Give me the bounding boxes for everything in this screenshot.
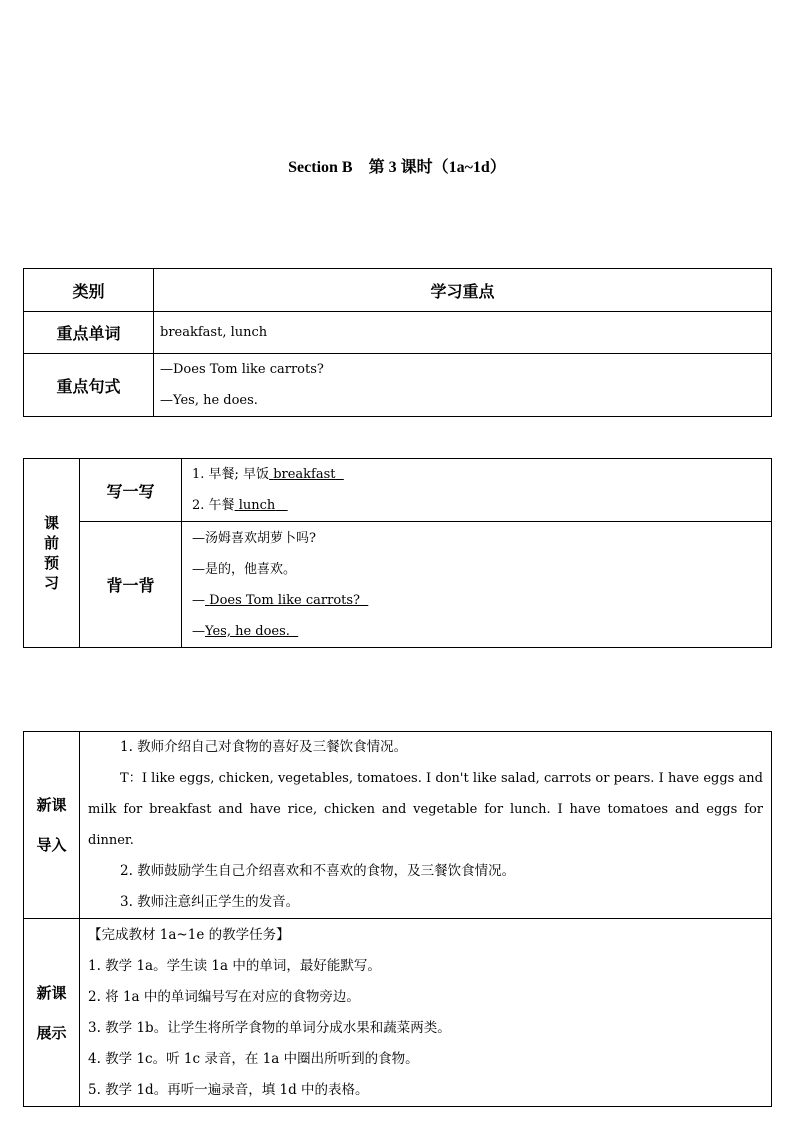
label-line: 展示 (36, 1023, 67, 1042)
list-item: 3. 教学 1b。让学生将所学食物的单词分成水果和蔬菜两类。 (88, 1019, 451, 1036)
paragraph: 1. 教师介绍自己对食物的喜好及三餐饮食情况。 (120, 739, 408, 755)
recite-line (192, 585, 771, 616)
item-prompt: 2. 午餐 (192, 498, 235, 513)
intro-label (24, 732, 80, 919)
vertical-label: 课前预习 (44, 514, 60, 592)
answer-blank (235, 498, 288, 513)
table-row (24, 459, 772, 522)
stacked-label (24, 785, 79, 865)
recite-line: —是的，他喜欢。 (192, 561, 297, 577)
recite-label: 背一背 (80, 522, 182, 648)
key-sentences-value (154, 354, 772, 417)
key-points-header: 学习重点 (154, 269, 772, 312)
list-item: 4. 教学 1c。听 1c 录音，在 1a 中圈出所听到的食物。 (88, 1050, 419, 1067)
sentence-line: —Yes, he does. (160, 393, 258, 408)
preview-section-label (24, 459, 80, 648)
table-row (24, 312, 772, 354)
answer-blank (269, 467, 344, 482)
table-row (24, 919, 772, 1107)
key-words-label: 重点单词 (24, 312, 154, 354)
list-item: 2. 将 1a 中的单词编号写在对应的食物旁边。 (88, 988, 360, 1005)
show-content (80, 919, 772, 1107)
section-heading: 【完成教材 1a~1e 的教学任务】 (88, 926, 290, 943)
key-sentences-label: 重点句式 (24, 354, 154, 417)
label-line: 新课 (36, 983, 67, 1002)
list-item (192, 490, 771, 521)
show-label (24, 919, 80, 1107)
dash: — (192, 623, 205, 639)
label-line: 导入 (36, 836, 67, 854)
label-line: 新课 (36, 796, 67, 814)
table-row (24, 522, 772, 648)
sentence-line: —Does Tom like carrots? (160, 362, 324, 377)
item-prompt: 1. 早餐; 早饭 (192, 467, 270, 482)
write-label: 写一写 (80, 459, 182, 522)
answer-text: breakfast (273, 467, 336, 482)
paragraph: 2. 教师鼓励学生自己介绍喜欢和不喜欢的食物，及三餐饮食情况。 (120, 863, 516, 879)
list-item: 5. 教学 1d。再听一遍录音，填 1d 中的表格。 (88, 1081, 369, 1098)
stacked-label (24, 973, 79, 1053)
page-title: Section B 第 3 课时（1a~1d） (288, 159, 506, 176)
table-header-row (24, 269, 772, 312)
category-header: 类别 (24, 269, 154, 312)
answer-text: lunch (238, 498, 276, 513)
recite-line: —汤姆喜欢胡萝卜吗? (192, 530, 316, 546)
list-item: 1. 教学 1a。学生读 1a 中的单词，最好能默写。 (88, 957, 381, 974)
lesson-table (23, 731, 772, 1107)
recite-content (182, 522, 772, 648)
answer-blank (205, 624, 298, 639)
key-points-table (23, 268, 772, 417)
list-item (192, 459, 771, 490)
answer-text: Yes, he does. (205, 623, 290, 639)
table-row (24, 354, 772, 417)
intro-content (80, 732, 772, 919)
paragraph: 3. 教师注意纠正学生的发音。 (120, 894, 300, 910)
table-row (24, 732, 772, 919)
paragraph: T：I like eggs, chicken, vegetables, tomatoes. I don't like salad, carrots or pears. I have eggs and milk for breakfast and have rice, chicken and vegetable for lunch. I have tomatoes and eggs for dinner. (88, 771, 763, 848)
key-words-value: breakfast, lunch (154, 312, 772, 354)
dash: — (192, 592, 205, 608)
recite-line (192, 616, 771, 647)
preview-table (23, 458, 772, 648)
answer-blank (205, 593, 368, 608)
write-content (182, 459, 772, 522)
answer-text: Does Tom like carrots? (209, 592, 361, 608)
